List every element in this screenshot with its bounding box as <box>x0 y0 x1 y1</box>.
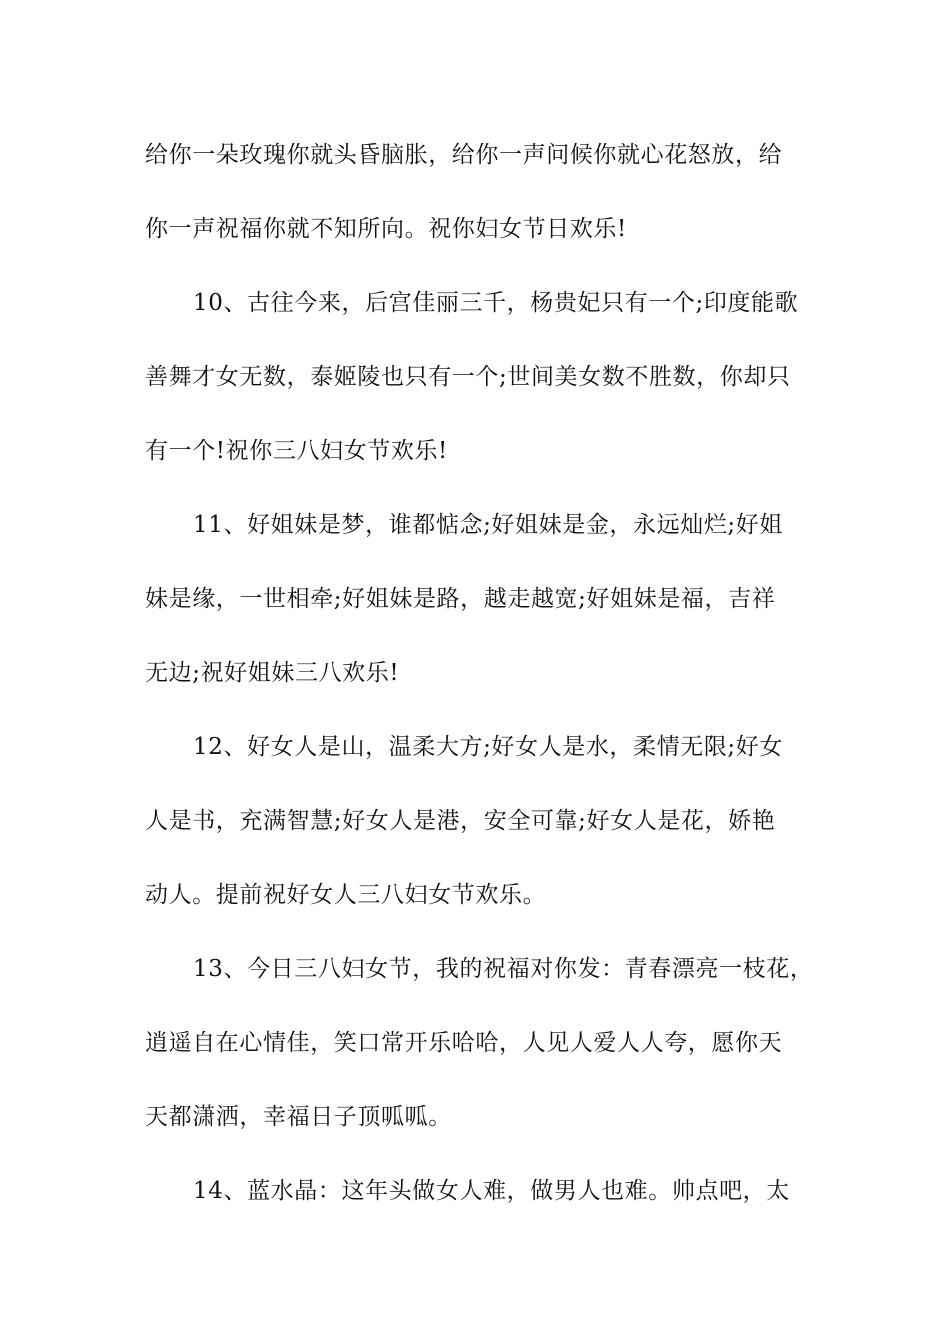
text-line: 给你一朵玫瑰你就头昏脑胀，给你一声问候你就心花怒放，给 <box>145 142 783 168</box>
paragraph-continuation <box>145 118 810 266</box>
text-line: 善舞才女无数，泰姬陵也只有一个;世间美女数不胜数，你却只 <box>145 364 791 390</box>
paragraph-10 <box>145 266 810 488</box>
text-line: 有一个!祝你三八妇女节欢乐! <box>145 438 448 464</box>
text-line: 11、好姐妹是梦，谁都惦念;好姐妹是金，永远灿烂;好姐 <box>193 512 783 538</box>
text-line: 动人。提前祝好女人三八妇女节欢乐。 <box>145 882 547 908</box>
paragraph-12 <box>145 710 810 932</box>
text-line: 12、好女人是山，温柔大方;好女人是水，柔情无限;好女 <box>193 734 783 760</box>
text-line: 13、今日三八妇女节，我的祝福对你发：青春漂亮一枝花， <box>193 956 814 982</box>
text-line: 逍遥自在心情佳，笑口常开乐哈哈，人见人爱人人夸，愿你天 <box>145 1030 783 1056</box>
text-line: 人是书，充满智慧;好女人是港，安全可靠;好女人是花，娇艳 <box>145 808 776 834</box>
paragraph-14 <box>145 1154 810 1228</box>
paragraph-11 <box>145 488 810 710</box>
text-line: 无边;祝好姐妹三八欢乐! <box>145 660 400 686</box>
paragraph-13 <box>145 932 814 1154</box>
text-line: 妹是缘，一世相牵;好姐妹是路，越走越宽;好姐妹是福，吉祥 <box>145 586 776 612</box>
text-line: 天都潇洒，幸福日子顶呱呱。 <box>145 1104 452 1130</box>
text-line: 你一声祝福你就不知所向。祝你妇女节日欢乐! <box>145 216 627 242</box>
text-line: 10、古往今来，后宫佳丽三千，杨贵妃只有一个;印度能歌 <box>193 290 799 316</box>
text-line: 14、蓝水晶：这年头做女人难，做男人也难。帅点吧，太 <box>193 1178 790 1204</box>
document-body <box>145 118 814 1228</box>
